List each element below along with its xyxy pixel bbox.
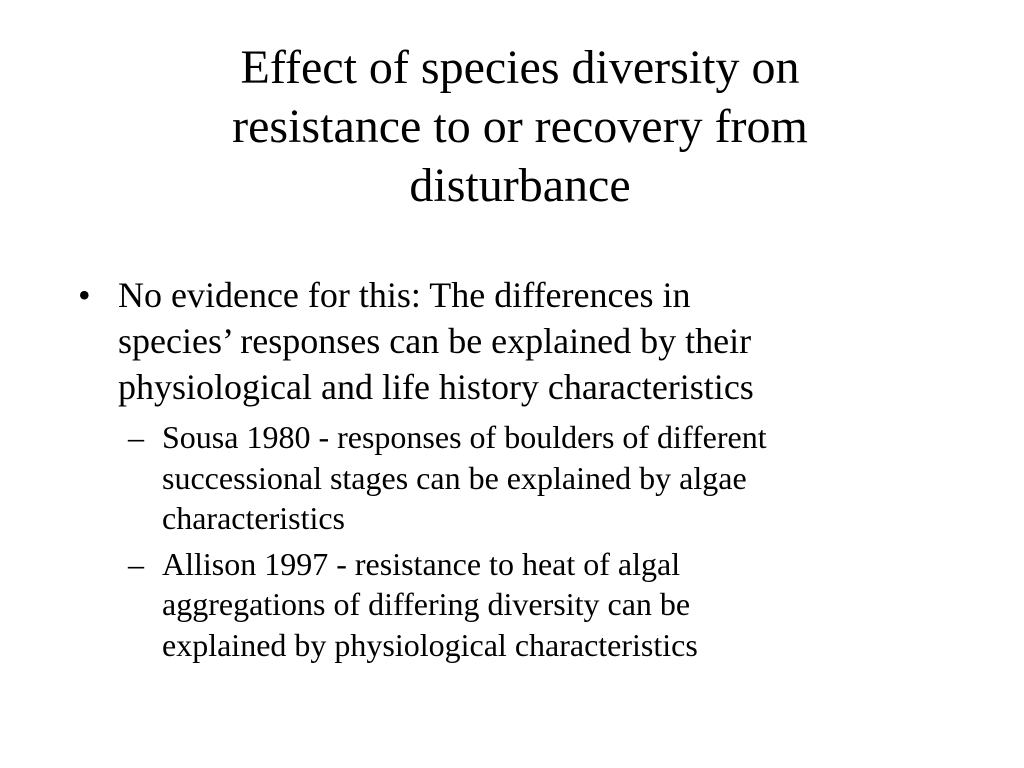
sub-bullet-item (128, 544, 978, 666)
sub-bullet-list (78, 417, 978, 665)
sub-bullet-text-line: characteristics (162, 500, 345, 536)
bullet-text-line: No evidence for this: The differences in (118, 275, 691, 315)
sub-bullet-text-line: successional stages can be explained by algae (162, 459, 747, 496)
dash-marker: – (128, 419, 144, 455)
slide-title (80, 38, 960, 215)
bullet-item (78, 272, 978, 410)
sub-bullet-text-line: Sousa 1980 - responses of boulders of different (162, 419, 767, 455)
title-line: disturbance (409, 159, 631, 212)
bullet-text-line: physiological and life history characteristics (118, 367, 754, 407)
sub-bullet-item (128, 417, 978, 539)
sub-bullet-text-line: explained by physiological characteristics (162, 626, 698, 663)
sub-bullet-text-line: aggregations of differing diversity can be (162, 586, 691, 622)
bullet-marker: • (78, 275, 91, 315)
title-line: Effect of species diversity on (240, 41, 800, 94)
slide-body (78, 272, 978, 670)
bullet-text-line: species’ responses can be explained by their (118, 321, 752, 361)
dash-marker: – (128, 545, 144, 582)
sub-bullet-text-line: Allison 1997 - resistance to heat of algal (162, 545, 681, 582)
title-line: resistance to or recovery from (232, 100, 808, 153)
